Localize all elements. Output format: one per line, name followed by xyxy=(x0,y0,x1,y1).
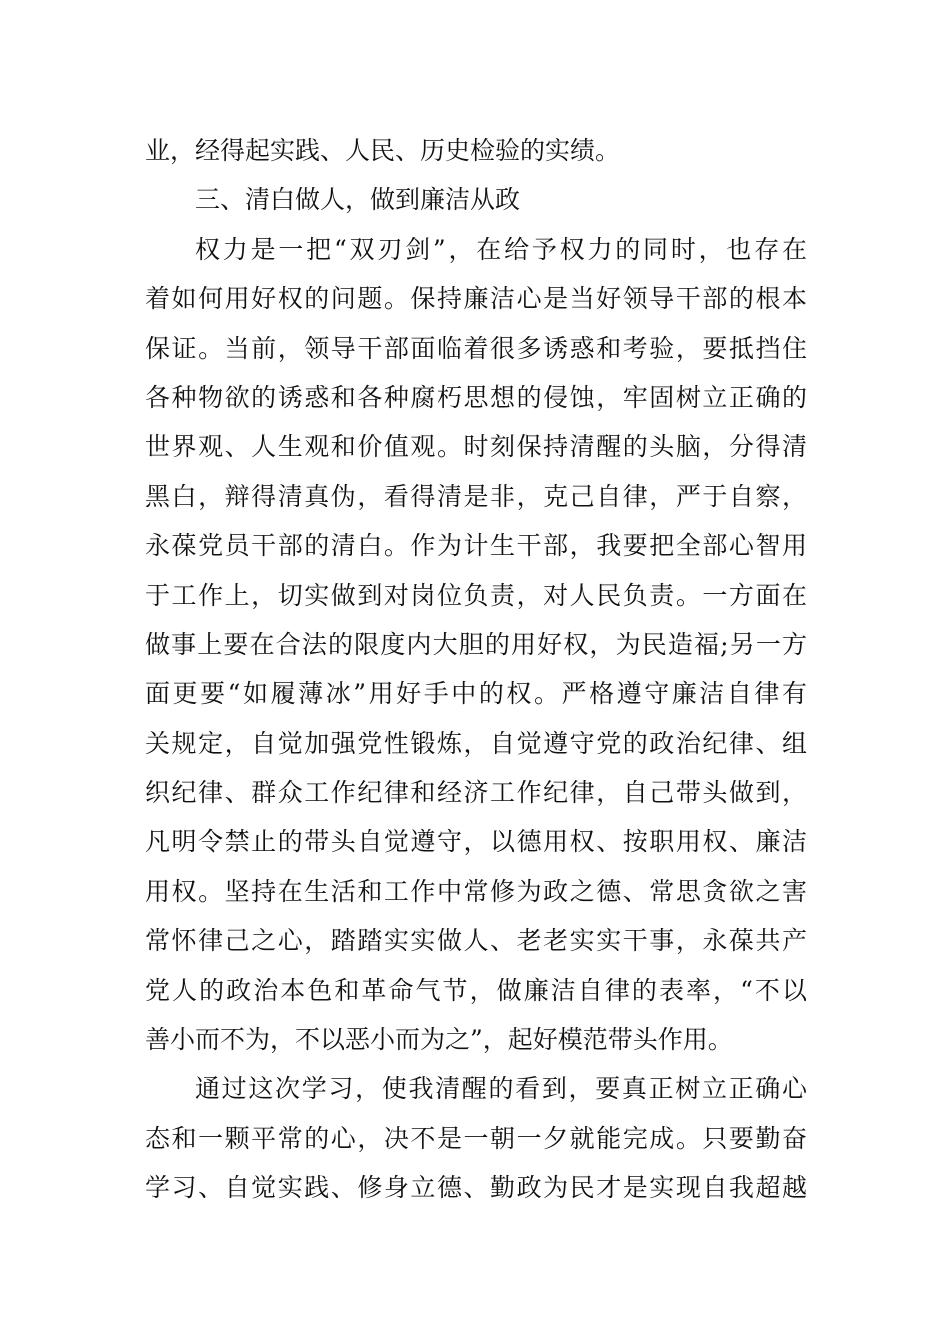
text-line: 着如何用好权的问题。保持廉洁心是当好领导干部的根本 xyxy=(145,284,807,314)
text-line: 关规定，自觉加强党性锻炼，自觉遵守党的政治纪律、组 xyxy=(145,728,807,758)
text-line: 织纪律、群众工作纪律和经济工作纪律，自己带头做到， xyxy=(145,778,807,808)
text-line: 黑白，辩得清真伪，看得清是非，克己自律，严于自察， xyxy=(145,481,807,511)
text-line: 善小而不为，不以恶小而为之”，起好模范带头作用。 xyxy=(145,1025,733,1055)
text-line: 常怀律己之心，踏踏实实做人、老老实实干事，永葆共产 xyxy=(145,926,807,956)
text-line: 态和一颗平常的心，决不是一朝一夕就能完成。只要勤奋 xyxy=(145,1123,807,1153)
text-line: 凡明令禁止的带头自觉遵守，以德用权、按职用权、廉洁 xyxy=(145,827,807,857)
text-line: 世界观、人生观和价值观。时刻保持清醒的头脑，分得清 xyxy=(145,432,807,462)
text-line: 做事上要在合法的限度内大胆的用好权，为民造福;另一方 xyxy=(145,629,807,659)
text-line: 面更要“如履薄冰”用好手中的权。严格遵守廉洁自律有 xyxy=(145,679,807,709)
text-line: 业，经得起实践、人民、历史检验的实绩。 xyxy=(145,136,621,165)
text-line: 用权。坚持在生活和工作中常修为政之德、常思贪欲之害 xyxy=(145,876,807,906)
section-heading: 三、清白做人，做到廉洁从政 xyxy=(195,185,521,215)
text-line: 保证。当前，领导干部面临着很多诱惑和考验，要抵挡住 xyxy=(145,333,807,363)
text-line: 权力是一把“双刃剑”，在给予权力的同时，也存在 xyxy=(195,234,807,264)
text-line: 学习、自觉实践、修身立德、勤政为民才是实现自我超越 xyxy=(145,1173,807,1203)
text-line: 永葆党员干部的清白。作为计生干部，我要把全部心智用 xyxy=(145,531,807,561)
text-line: 通过这次学习，使我清醒的看到，要真正树立正确心 xyxy=(195,1074,807,1104)
text-line: 各种物欲的诱惑和各种腐朽思想的侵蚀，牢固树立正确的 xyxy=(145,382,807,412)
text-line: 党人的政治本色和革命气节，做廉洁自律的表率，“不以 xyxy=(145,975,807,1005)
text-line: 于工作上，切实做到对岗位负责，对人民负责。一方面在 xyxy=(145,580,807,610)
body-text xyxy=(145,126,807,1213)
